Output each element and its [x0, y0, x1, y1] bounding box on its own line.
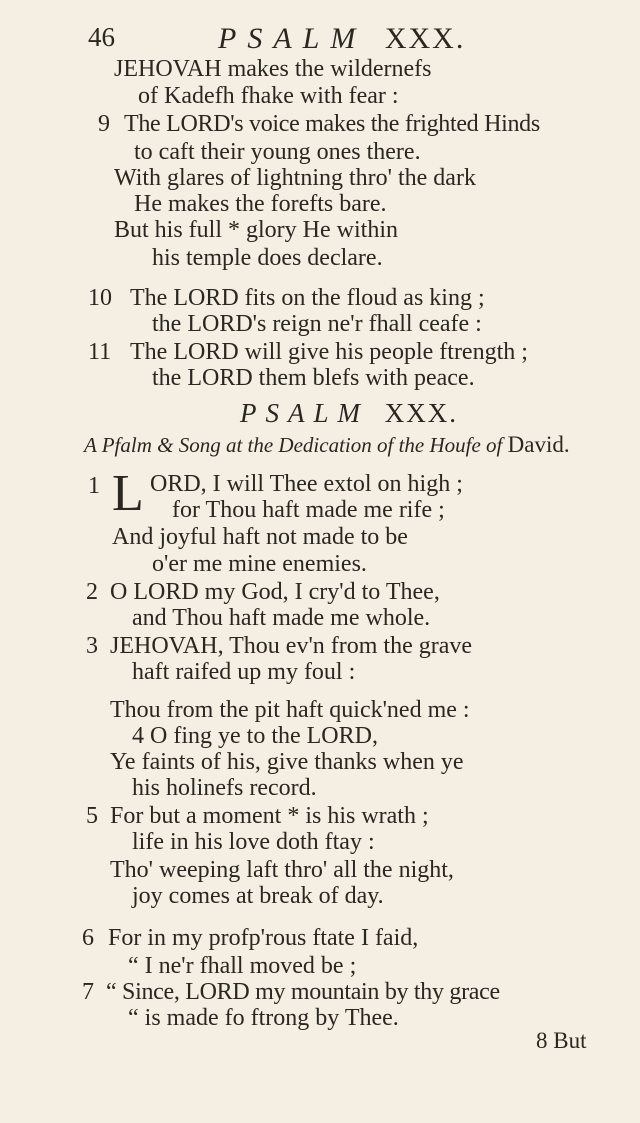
verse-line: life in his love doth ftay : — [132, 829, 375, 855]
verse-line: The LORD will give his people ftrength ; — [130, 339, 528, 365]
verse-line: his temple does declare. — [152, 245, 383, 271]
verse-number: 7 — [82, 979, 94, 1005]
verse-line: JEHOVAH makes the wildernefs — [114, 56, 432, 82]
drop-cap: L — [112, 465, 144, 522]
verse-line: The LORD's voice makes the frighted Hinds — [124, 111, 540, 137]
verse-line: Thou from the pit haft quick'ned me : — [110, 697, 470, 723]
subtitle-name: David. — [507, 432, 570, 457]
verse-line: ORD, I will Thee extol on high ; — [150, 471, 463, 497]
running-title-word: PSALM — [218, 22, 367, 55]
verse-line: for Thou haft made me rife ; — [172, 497, 445, 523]
verse-line: But his full * glory He within — [114, 217, 398, 243]
verse-number: 6 — [82, 925, 94, 951]
verse-line: Ye faints of his, give thanks when ye — [110, 749, 464, 775]
verse-line: haft raifed up my foul : — [132, 659, 356, 685]
verse-line: to caft their young ones there. — [134, 139, 421, 165]
verse-number: 2 — [86, 579, 98, 605]
subtitle-text: A Pfalm & Song at the Dedication of the Houfe of — [84, 433, 503, 457]
verse-line: joy comes at break of day. — [132, 883, 384, 909]
verse-line: For in my profp'rous ftate I faid, — [108, 925, 419, 951]
verse-line: With glares of lightning thro' the dark — [114, 165, 476, 191]
catchword: 8 But — [536, 1028, 587, 1053]
verse-line: his holinefs record. — [132, 775, 317, 801]
verse-number: 1 — [88, 473, 100, 499]
verse-line: For but a moment * is his wrath ; — [110, 803, 429, 829]
psalm-title — [240, 398, 458, 429]
verse-line: and Thou haft made me whole. — [132, 605, 431, 631]
psalm-title-numeral: XXX. — [384, 398, 458, 428]
verse-number: 11 — [88, 339, 112, 365]
verse-line: of Kadefh fhake with fear : — [138, 83, 399, 109]
verse-line: 4 O fing ye to the LORD, — [132, 723, 378, 749]
running-title — [218, 22, 465, 56]
verse-line: O LORD my God, I cry'd to Thee, — [110, 579, 440, 605]
psalm-subtitle — [84, 432, 570, 458]
verse-line: the LORD them blefs with peace. — [152, 365, 475, 391]
verse-number: 9 — [98, 111, 110, 137]
verse-line: o'er me mine enemies. — [152, 551, 367, 577]
verse-number: 3 — [86, 633, 98, 659]
verse-number: 10 — [88, 285, 112, 311]
verse-line: And joyful haft not made to be — [112, 524, 408, 550]
page-header — [0, 22, 640, 58]
verse-number: 5 — [86, 803, 98, 829]
verse-line: The LORD fits on the floud as king ; — [130, 285, 485, 311]
page-number: 46 — [88, 22, 115, 52]
running-title-numeral: XXX. — [384, 22, 466, 55]
verse-line: “ Since, LORD my mountain by thy grace — [106, 979, 500, 1005]
verse-line: He makes the forefts bare. — [134, 191, 387, 217]
verse-line: JEHOVAH, Thou ev'n from the grave — [110, 633, 473, 659]
verse-line: the LORD's reign ne'r fhall ceafe : — [152, 311, 482, 337]
verse-line: “ is made fo ftrong by Thee. — [128, 1005, 399, 1031]
psalm-title-word: PSALM — [240, 398, 369, 428]
verse-line: Tho' weeping laft thro' all the night, — [110, 857, 454, 883]
verse-line: “ I ne'r fhall moved be ; — [128, 953, 357, 979]
